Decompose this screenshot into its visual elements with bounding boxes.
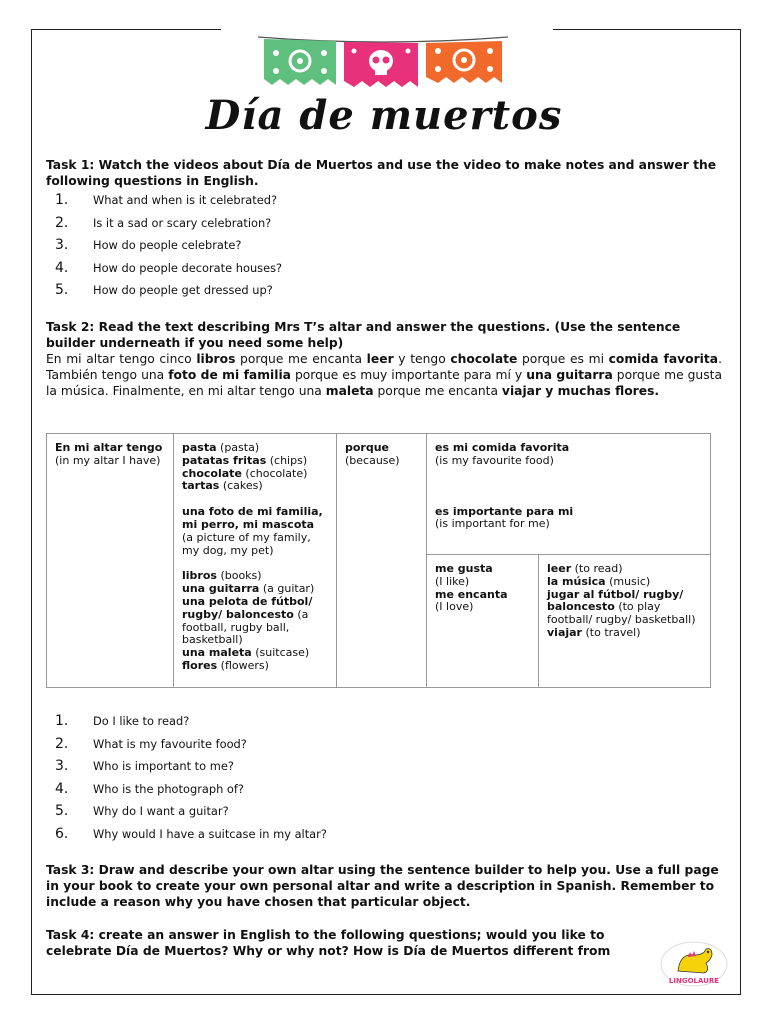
question-text: What and when is it celebrated? [93, 193, 278, 207]
task4-heading: Task 4: create an answer in English to the following questions; would you like to celebrate Día de Muertos? Why or why not? How is Día de Muertos different from [46, 928, 611, 958]
orange-flag [426, 41, 502, 83]
entry-english: (to play football/ rugby/ basketball) [547, 600, 696, 627]
entry-english: (pasta) [220, 441, 260, 454]
builder-entry [435, 506, 702, 532]
entry-spanish: patatas fritas [182, 453, 267, 467]
bold-word: leer [366, 352, 394, 366]
builder-entry [547, 627, 702, 640]
entry-english: (music) [609, 574, 651, 588]
question-text: How do people celebrate? [93, 238, 242, 253]
builder-entry [182, 506, 328, 557]
question-item [46, 279, 722, 302]
col-porque [337, 434, 427, 688]
entry-english: (to read) [574, 562, 623, 575]
question-item [46, 189, 722, 212]
task1-heading: Task 1: Watch the videos about Día de Muertos and use the video to make notes and answer the following questions in English. [46, 158, 717, 188]
green-flag [264, 39, 336, 85]
entry-spanish: me encanta [435, 587, 508, 601]
entry-spanish: jugar al fútbol/ rugby/ baloncesto [547, 587, 684, 614]
lingolaure-logo [660, 941, 728, 987]
entry-english: (chocolate) [245, 466, 308, 480]
text-run: En mi altar tengo cinco [46, 352, 197, 366]
builder-entry [182, 660, 328, 673]
entry-spanish: una maleta [182, 646, 252, 660]
question-number: 2. [55, 214, 69, 231]
cell-bold: porque [345, 441, 390, 454]
page-title: Día de muertos [205, 92, 563, 139]
question-text: Is it a sad or scary celebration? [93, 215, 272, 230]
group-gap [435, 468, 702, 506]
entry-spanish: me gusta [435, 562, 493, 575]
entry-spanish: tartas [182, 479, 220, 493]
builder-entry [182, 596, 328, 647]
entry-english: (a picture of my family, my dog, my pet) [182, 530, 311, 557]
question-text: Who is the photograph of? [93, 781, 244, 796]
question-item [46, 778, 722, 801]
question-item [46, 257, 722, 280]
builder-entry [435, 442, 702, 468]
cell-translation: (because) [345, 453, 400, 467]
entry-english: (I love) [435, 600, 474, 614]
entry-spanish: pasta [182, 441, 217, 454]
papel-picado-banner [258, 33, 508, 95]
question-item [46, 234, 722, 257]
question-text: How do people decorate houses? [93, 260, 283, 275]
question-item [46, 823, 722, 846]
entry-spanish: la música [547, 574, 606, 588]
question-number: 3. [55, 758, 69, 775]
question-number: 4. [55, 259, 69, 276]
question-number: 5. [55, 803, 69, 820]
col-likes [427, 555, 539, 688]
task2-section [46, 319, 722, 399]
question-number: 4. [55, 780, 69, 797]
sentence-builder-table [46, 433, 711, 688]
text-run: porque es muy importante para mí y [290, 368, 527, 382]
entry-spanish: flores [182, 658, 218, 672]
cell-bold: En mi altar tengo [55, 441, 163, 454]
bold-word: una guitarra [526, 368, 613, 382]
task2-heading: Task 2: Read the text describing Mrs T’s altar and answer the questions. (Use the sentence builder underneath if you need some help) [46, 320, 681, 350]
builder-entry [547, 589, 702, 627]
entry-spanish: una guitarra [182, 582, 260, 596]
altar-text [46, 351, 722, 399]
bold-word: comida favorita [608, 352, 719, 366]
bold-word: maleta [325, 384, 374, 398]
entry-english: (a guitar) [262, 582, 315, 596]
question-number: 5. [55, 282, 69, 299]
question-text: What is my favourite food? [93, 736, 247, 751]
bold-word: libros [196, 352, 236, 366]
entry-english: (flowers) [220, 658, 269, 672]
col-activities [539, 555, 711, 688]
entry-english: (a football, rugby ball, basketball) [182, 607, 309, 647]
bold-word: chocolate [450, 352, 518, 366]
logo-text: LINGOLAURE [668, 977, 720, 985]
task1-questions [46, 189, 722, 302]
bold-word: foto de mi familia [168, 368, 291, 382]
entry-english: (I like) [435, 574, 470, 588]
entry-spanish: libros [182, 569, 217, 583]
entry-english: (books) [220, 569, 262, 583]
entry-english: (cakes) [222, 479, 263, 493]
entry-english: (is my favourite food) [435, 453, 554, 467]
builder-entry [182, 480, 328, 493]
question-text: Who is important to me? [93, 759, 234, 774]
question-item [46, 733, 722, 756]
col-en-mi-altar [47, 434, 174, 688]
pink-skull-flag [344, 42, 418, 87]
question-item [46, 755, 722, 778]
task2-questions [46, 710, 722, 846]
question-number: 1. [55, 713, 69, 729]
text-run: porque es mi [517, 352, 609, 366]
builder-entry [435, 589, 530, 615]
question-text: Why do I want a guitar? [93, 804, 229, 819]
text-run: y tengo [393, 352, 451, 366]
entry-spanish: es mi comida favorita [435, 441, 570, 454]
entry-spanish: viajar [547, 625, 582, 639]
entry-spanish: una pelota de fútbol/ rugby/ baloncesto [182, 594, 313, 621]
entry-english: (to travel) [585, 625, 641, 639]
question-item [46, 710, 722, 733]
bold-word: viajar y muchas flores. [501, 384, 660, 398]
question-item [46, 212, 722, 235]
task4-section [46, 927, 646, 959]
entry-english: (suitcase) [255, 646, 310, 660]
entry-spanish: una foto de mi familia, mi perro, mi mascota [182, 505, 323, 531]
cell-translation: (in my altar I have) [55, 453, 161, 467]
text-run: porque me encanta [373, 384, 502, 398]
question-number: 1. [55, 192, 69, 208]
question-number: 3. [55, 237, 69, 254]
entry-spanish: es importante para mi [435, 504, 574, 518]
col-objects [174, 434, 337, 688]
task3-heading: Task 3: Draw and describe your own altar using the sentence builder to help you. Use a full page in your book to create your own personal altar and write a description in Spanish. Remember to include a reason why you have chosen that particular object. [46, 863, 719, 909]
text-run: porque me encanta [235, 352, 367, 366]
text-run: . También tengo una [46, 352, 722, 382]
entry-spanish: chocolate [182, 466, 242, 480]
question-text: Do I like to read? [93, 714, 190, 728]
entry-english: (is important for me) [435, 517, 550, 531]
task3-section [46, 862, 722, 910]
entry-english: (chips) [269, 453, 308, 467]
question-text: Why would I have a suitcase in my altar? [93, 826, 327, 841]
task1-section [46, 157, 722, 302]
question-number: 2. [55, 735, 69, 752]
question-number: 6. [55, 825, 69, 842]
text-run: porque me gusta la música. Finalmente, en mi altar tengo una [46, 368, 722, 398]
question-text: How do people get dressed up? [93, 283, 273, 298]
task2-questions-section [46, 710, 722, 846]
builder-entry [435, 563, 530, 589]
col-reasons [427, 434, 711, 555]
question-item [46, 800, 722, 823]
entry-spanish: leer [547, 562, 572, 575]
